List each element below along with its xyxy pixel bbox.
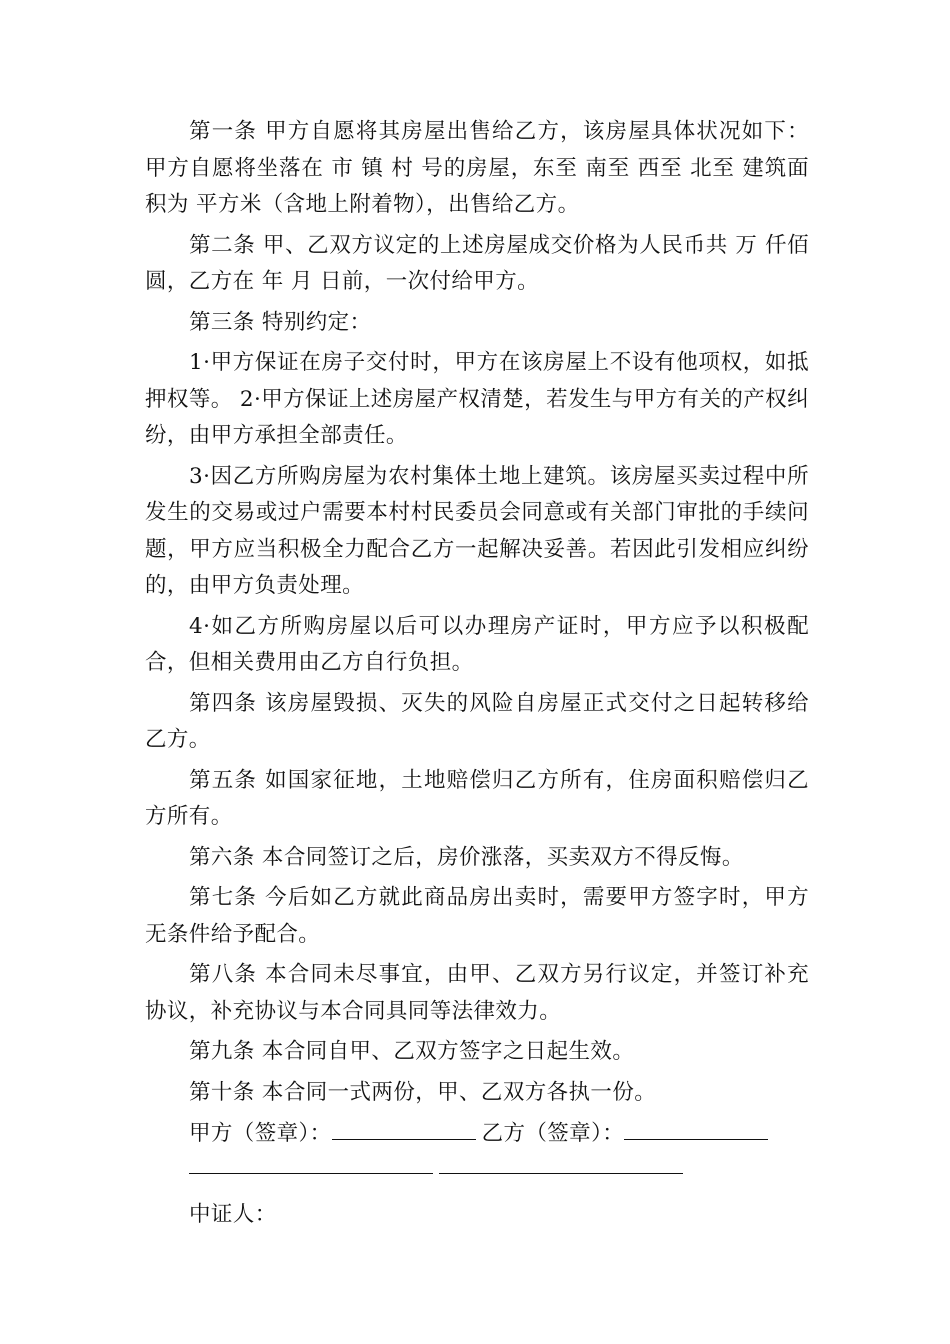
signature-line bbox=[145, 1115, 809, 1153]
article-5: 第五条 如国家征地，土地赔偿归乙方所有，住房面积赔偿归乙方所有。 bbox=[145, 767, 809, 829]
article-1: 第一条 甲方自愿将其房屋出售给乙方，该房屋具体状况如下：甲方自愿将坐落在 市 镇 村 号的房屋，东至 南至 西至 北至 建筑面积为 平方米（含地上附着物），出售给乙方。 bbox=[145, 119, 809, 217]
article-8: 第八条 本合同未尽事宜，由甲、乙双方另行议定，并签订补充协议，补充协议与本合同具同等法律效力。 bbox=[145, 962, 809, 1024]
party-b-signature-blank bbox=[624, 1115, 768, 1140]
signature-blank-right bbox=[439, 1153, 683, 1174]
article-3-heading: 第三条 特别约定： bbox=[189, 309, 372, 335]
article-10: 第十条 本合同一式两份，甲、乙双方各执一份。 bbox=[189, 1079, 657, 1105]
signature-blank-row bbox=[145, 1153, 809, 1193]
article-3-item-1-2: 1·甲方保证在房子交付时，甲方在该房屋上不设有他项权，如抵押权等。 2·甲方保证上述房屋产权清楚，若发生与甲方有关的产权纠纷，由甲方承担全部责任。 bbox=[145, 350, 809, 448]
article-9: 第九条 本合同自甲、乙双方签字之日起生效。 bbox=[189, 1039, 635, 1064]
party-a-signature-label: 甲方（签章）： bbox=[189, 1121, 332, 1146]
contract-body bbox=[145, 114, 809, 1233]
signature-blank-left bbox=[189, 1153, 433, 1174]
witness-line bbox=[145, 1197, 809, 1234]
article-7: 第七条 今后如乙方就此商品房出卖时，需要甲方签字时，甲方无条件给予配合。 bbox=[145, 885, 809, 947]
article-6: 第六条 本合同签订之后，房价涨落，买卖双方不得反悔。 bbox=[189, 844, 744, 870]
article-3-item-3: 3·因乙方所购房屋为农村集体土地上建筑。该房屋买卖过程中所发生的交易或过户需要本村村民委员会同意或有关部门审批的手续问题，甲方应当积极全力配合乙方一起解决妥善。若因此引发相应纠纷的，由甲方负责处理。 bbox=[145, 463, 809, 598]
party-a-signature-blank bbox=[332, 1115, 476, 1140]
party-b-signature-label: 乙方（签章）： bbox=[481, 1121, 625, 1146]
witness-label: 中证人： bbox=[189, 1201, 277, 1227]
article-3-item-4: 4·如乙方所购房屋以后可以办理房产证时，甲方应予以积极配合，但相关费用由乙方自行负担。 bbox=[145, 613, 809, 675]
article-2: 第二条 甲、乙双方议定的上述房屋成交价格为人民币共 万 仟佰圆，乙方在 年 月 日前，一次付给甲方。 bbox=[145, 232, 809, 294]
article-4: 第四条 该房屋毁损、灭失的风险自房屋正式交付之日起转移给乙方。 bbox=[145, 690, 809, 752]
